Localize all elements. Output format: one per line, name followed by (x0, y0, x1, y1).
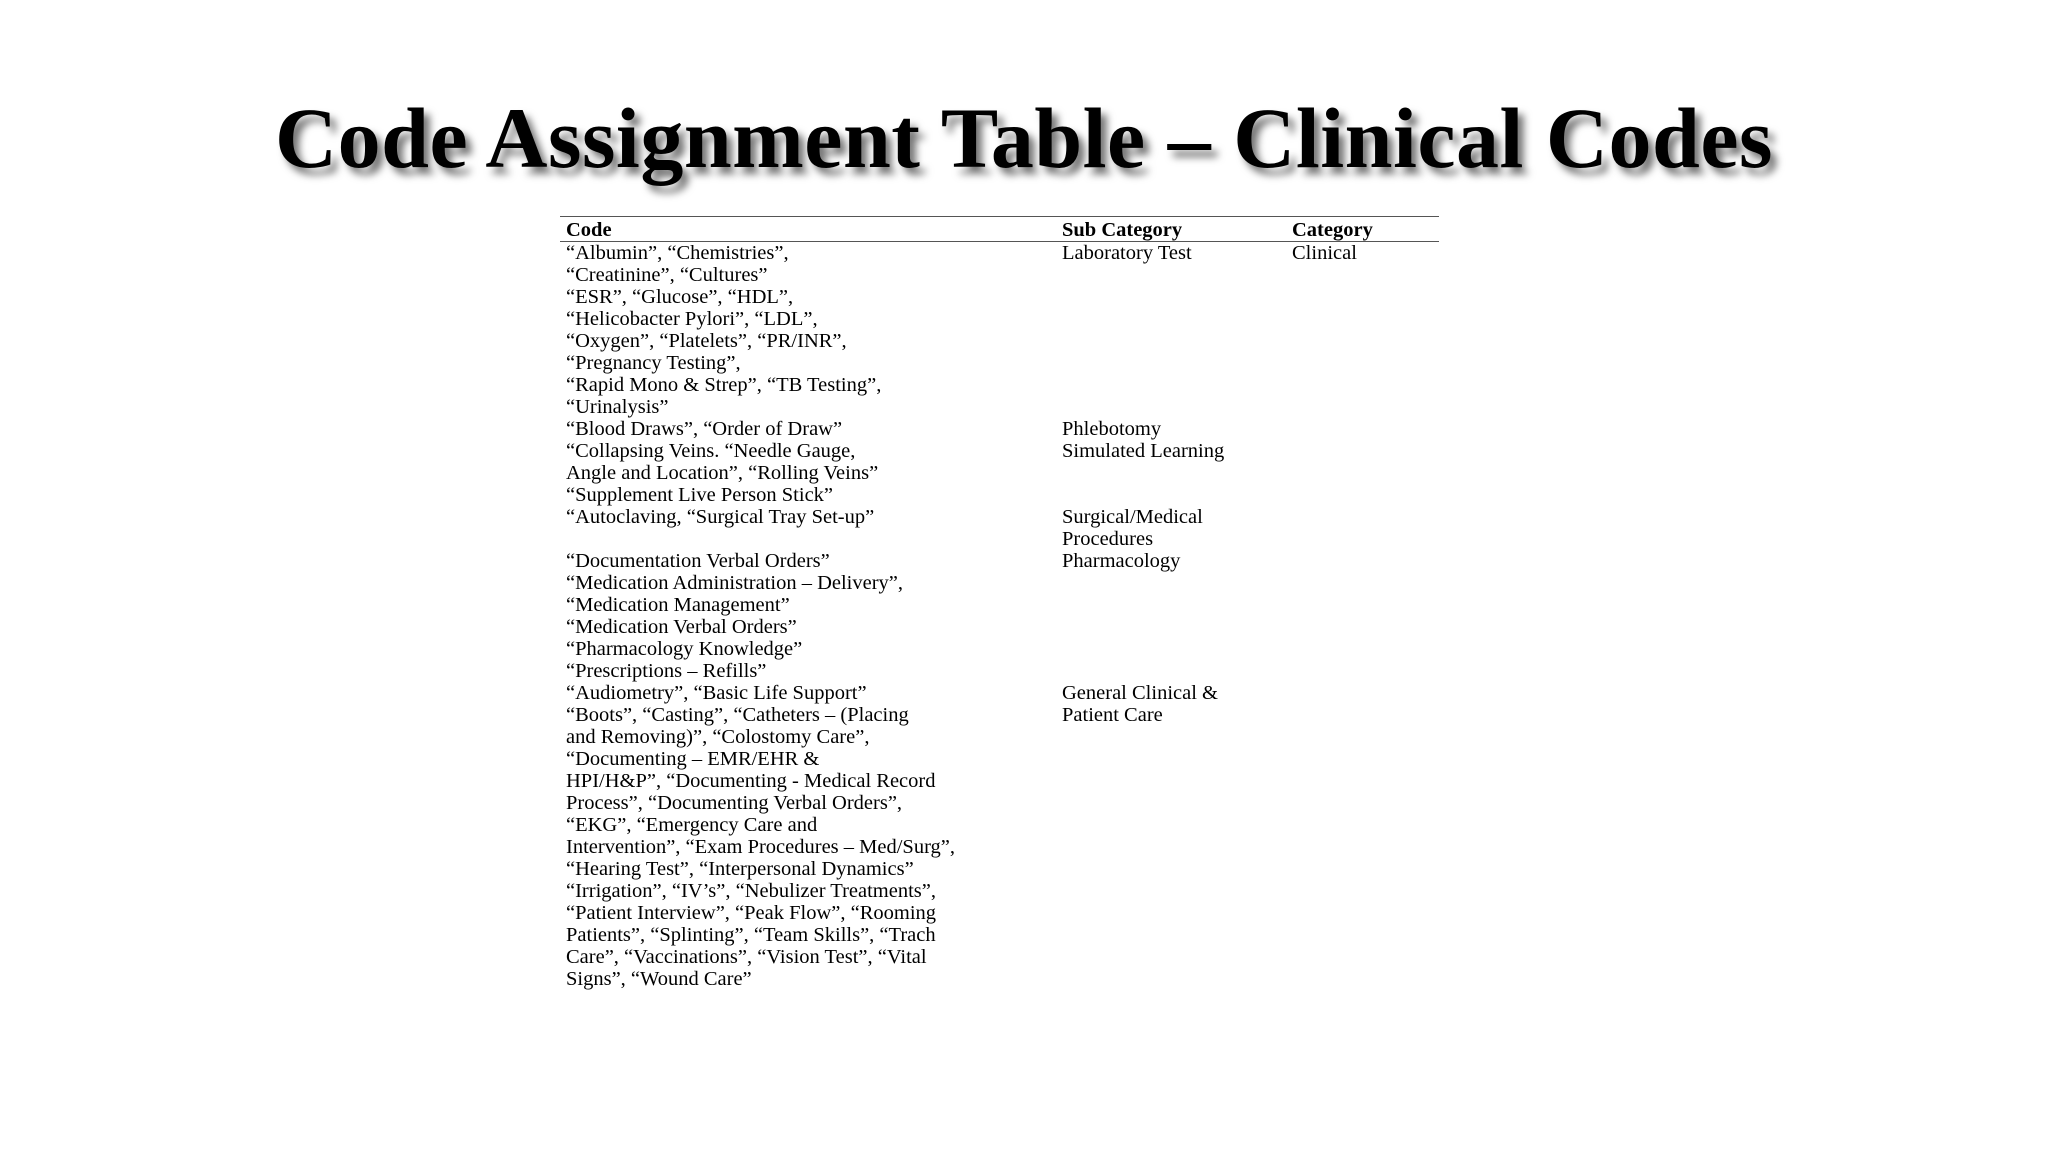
code-cell (560, 440, 1056, 506)
sub-category-line: Phlebotomy (1062, 418, 1162, 440)
code-line: “Pharmacology Knowledge” (566, 638, 803, 660)
code-line: “Helicobacter Pylori”, “LDL”, (566, 308, 818, 330)
code-line: “Audiometry”, “Basic Life Support” (566, 682, 867, 704)
code-line: “Urinalysis” (566, 396, 669, 418)
code-line: “Supplement Live Person Stick” (566, 484, 834, 506)
code-line: “Blood Draws”, “Order of Draw” (566, 418, 843, 440)
code-line: “Oxygen”, “Platelets”, “PR/INR”, (566, 330, 847, 352)
sub-category-cell (1056, 550, 1286, 682)
code-line: “Albumin”, “Chemistries”, (566, 242, 789, 264)
table-row (560, 506, 1439, 550)
table-header-row (560, 217, 1439, 242)
code-line: “Medication Administration – Delivery”, (566, 572, 904, 594)
category-cell (1286, 682, 1439, 990)
code-cell (560, 506, 1056, 550)
sub-category-cell (1056, 506, 1286, 550)
sub-category-line: Simulated Learning (1062, 440, 1225, 462)
code-line: “Documenting – EMR/EHR & (566, 748, 820, 770)
code-line: “Prescriptions – Refills” (566, 660, 767, 682)
category-cell (1286, 550, 1439, 682)
code-line: “Medication Verbal Orders” (566, 616, 797, 638)
table-row (560, 242, 1439, 419)
code-line: “Boots”, “Casting”, “Catheters – (Placing (566, 704, 909, 726)
code-line: “Patient Interview”, “Peak Flow”, “Rooming (566, 902, 937, 924)
column-header-category: Category (1286, 217, 1439, 242)
code-line: Angle and Location”, “Rolling Veins” (566, 462, 879, 484)
sub-category-cell (1056, 440, 1286, 506)
code-cell (560, 242, 1056, 419)
code-line: “Pregnancy Testing”, (566, 352, 741, 374)
code-line: Care”, “Vaccinations”, “Vision Test”, “Vital (566, 946, 927, 968)
column-header-code: Code (560, 217, 1056, 242)
code-line: “Documentation Verbal Orders” (566, 550, 830, 572)
code-line: “Medication Management” (566, 594, 790, 616)
sub-category-cell (1056, 418, 1286, 440)
table-row (560, 418, 1439, 440)
sub-category-cell (1056, 682, 1286, 990)
table-row (560, 550, 1439, 682)
code-line: and Removing)”, “Colostomy Care”, (566, 726, 870, 748)
slide-title: Code Assignment Table – Clinical Codes (275, 90, 1773, 186)
code-line: “Creatinine”, “Cultures” (566, 264, 768, 286)
code-line: Intervention”, “Exam Procedures – Med/Surg”, (566, 836, 956, 858)
category-cell (1286, 440, 1439, 506)
code-line: Patients”, “Splinting”, “Team Skills”, “Trach (566, 924, 936, 946)
category-cell (1286, 506, 1439, 550)
code-line: HPI/H&P”, “Documenting - Medical Record (566, 770, 936, 792)
code-assignment-table-container (560, 216, 1439, 990)
code-line: “Irrigation”, “IV’s”, “Nebulizer Treatments”, (566, 880, 937, 902)
sub-category-line: Surgical/Medical (1062, 506, 1203, 528)
code-cell (560, 418, 1056, 440)
sub-category-line: Pharmacology (1062, 550, 1181, 572)
code-assignment-table (560, 216, 1439, 990)
code-line: “EKG”, “Emergency Care and (566, 814, 818, 836)
sub-category-line: General Clinical & (1062, 682, 1218, 704)
sub-category-line: Laboratory Test (1062, 242, 1192, 264)
table-row (560, 440, 1439, 506)
code-line: Signs”, “Wound Care” (566, 968, 752, 990)
code-cell (560, 550, 1056, 682)
sub-category-cell (1056, 242, 1286, 419)
category-cell: Clinical (1292, 242, 1357, 264)
code-line: “Hearing Test”, “Interpersonal Dynamics” (566, 858, 914, 880)
column-header-sub-category: Sub Category (1056, 217, 1286, 242)
code-line: “ESR”, “Glucose”, “HDL”, (566, 286, 794, 308)
table-row (560, 682, 1439, 990)
code-line: “Autoclaving, “Surgical Tray Set-up” (566, 506, 875, 528)
code-line: Process”, “Documenting Verbal Orders”, (566, 792, 903, 814)
sub-category-line: Procedures (1062, 528, 1154, 550)
code-cell (560, 682, 1056, 990)
sub-category-line: Patient Care (1062, 704, 1163, 726)
code-line: “Collapsing Veins. “Needle Gauge, (566, 440, 856, 462)
code-line: “Rapid Mono & Strep”, “TB Testing”, (566, 374, 882, 396)
category-cell (1286, 418, 1439, 440)
